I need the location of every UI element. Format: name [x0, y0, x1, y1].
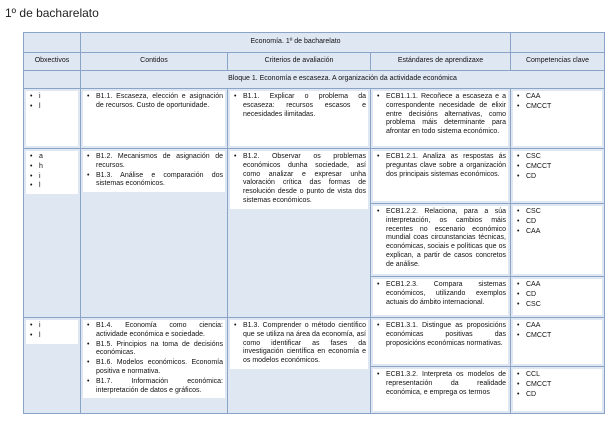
list-item: • i — [29, 173, 76, 182]
list-item: • B1.7. Información económica: interpretación de datos e gráficos. — [86, 378, 223, 396]
list-item: • B1.5. Principios na toma de decisións económicas. — [86, 341, 223, 359]
list-item: • B1.3. Análise e comparación dos sistemas económicos. — [86, 172, 223, 190]
list-item: • B1.6. Modelos económicos. Economía positiva e normativa. — [86, 359, 223, 377]
list-item: • CMCCT — [516, 332, 600, 341]
list-item: • CD — [516, 391, 600, 400]
estandar-cell — [371, 89, 511, 149]
competencias-cell — [511, 367, 605, 414]
list-item: • B1.2. Mecanismos de asignación de recursos. — [86, 153, 223, 171]
list-item: • h — [29, 163, 76, 172]
list-item: • CSC — [516, 301, 600, 310]
list-item: • CSC — [516, 208, 600, 217]
group-header: Economía. 1º de bacharelato — [81, 33, 511, 53]
col-header-contidos: Contidos — [81, 53, 228, 71]
list-item: • B1.1. Explicar o problema da escaseza: recursos escasos e necesidades ilimitadas. — [233, 93, 366, 119]
list-item: • B1.1. Escaseza, elección e asignación de recursos. Custo de oportunidade. — [86, 93, 223, 111]
list-item: • i — [29, 93, 76, 102]
bloque-title: Bloque 1. Economía e escaseza. A organización da actividade económica — [81, 71, 605, 89]
estandar-cell — [371, 318, 511, 367]
competencias-cell — [511, 89, 605, 149]
list-item: • CD — [516, 173, 600, 182]
competencias-cell — [511, 149, 605, 204]
table-row — [24, 149, 605, 204]
criterios-cell — [228, 149, 371, 318]
contidos-cell — [81, 149, 228, 318]
list-item: • CCL — [516, 371, 600, 380]
page-heading: 1º de bacharelato — [5, 6, 99, 20]
list-item: • CAA — [516, 281, 600, 290]
list-item: • ECB1.3.1. Distingue as proposicións económicas positivas das proposicións económicas normativas. — [376, 322, 506, 348]
list-item: • B1.2. Observar os problemas económicos dunha sociedade, así como analizar e expresar unha valoración crítica das formas de resolución desde o punto de vista dos sistemas económicos. — [233, 153, 366, 206]
empty-header-cell — [511, 33, 605, 53]
list-item: • CMCCT — [516, 163, 600, 172]
contidos-cell — [81, 318, 228, 414]
estandar-cell — [371, 367, 511, 414]
list-item: • CSC — [516, 153, 600, 162]
list-item: • CAA — [516, 93, 600, 102]
list-item: • ECB1.3.2. Interpreta os modelos de representación da realidade económica, e emprega os termos — [376, 371, 506, 397]
estandar-cell — [371, 204, 511, 277]
criterios-cell — [228, 318, 371, 414]
col-header-criterios: Criterios de avaliación — [228, 53, 371, 71]
table-row — [24, 318, 605, 367]
estandar-cell — [371, 149, 511, 204]
list-item: • CMCCT — [516, 103, 600, 112]
list-item: • CD — [516, 291, 600, 300]
list-item: • CD — [516, 218, 600, 227]
list-item: • ECB1.2.1. Analiza as respostas ás preguntas clave sobre a organización dos principais sistemas económicos. — [376, 153, 506, 179]
competencias-cell — [511, 318, 605, 367]
list-item: • ECB1.1.1. Recoñece a escaseza e a correspondente necesidade de elixir entre decisións alternativas, como problema máis determinante para afrontar en todo sistema económico. — [376, 93, 506, 137]
contidos-cell — [81, 89, 228, 149]
list-item: • ECB1.2.3. Compara sistemas económicos, utilizando exemplos actuais do ámbito internacional. — [376, 281, 506, 307]
empty-header-cell — [24, 33, 81, 53]
empty-bloque-cell — [24, 71, 81, 89]
obxectivos-cell — [24, 149, 81, 318]
list-item: • l — [29, 182, 76, 191]
obxectivos-cell — [24, 89, 81, 149]
col-header-estandares: Estándares de aprendizaxe — [371, 53, 511, 71]
list-item: • i — [29, 322, 76, 331]
table-row — [24, 89, 605, 149]
estandar-cell — [371, 277, 511, 318]
criterios-cell — [228, 89, 371, 149]
list-item: • ECB1.2.2. Relaciona, para a súa interpretación, os cambios máis recentes no escenario económico mundial coas circunstancias técnicas, económicas, sociais e políticas que os explican, a partir de casos concretos de análise. — [376, 208, 506, 270]
col-header-competencias: Competencias clave — [511, 53, 605, 71]
col-header-obxectivos: Obxectivos — [24, 53, 81, 71]
group-header-row — [24, 33, 605, 53]
column-header-row — [24, 53, 605, 71]
list-item: • l — [29, 103, 76, 112]
list-item: • CMCCT — [516, 381, 600, 390]
list-item: • CAA — [516, 322, 600, 331]
list-item: • l — [29, 332, 76, 341]
competencias-cell — [511, 277, 605, 318]
obxectivos-cell — [24, 318, 81, 414]
bloque-row — [24, 71, 605, 89]
list-item: • B1.3. Comprender o método científico que se utiliza na área da economía, así como identificar as fases da investigación científica en economía e os modelos económicos. — [233, 322, 366, 366]
curriculum-table — [23, 32, 605, 414]
competencias-cell — [511, 204, 605, 277]
list-item: • CAA — [516, 228, 600, 237]
list-item: • B1.4. Economía como ciencia: actividade económica e sociedade. — [86, 322, 223, 340]
list-item: • a — [29, 153, 76, 162]
